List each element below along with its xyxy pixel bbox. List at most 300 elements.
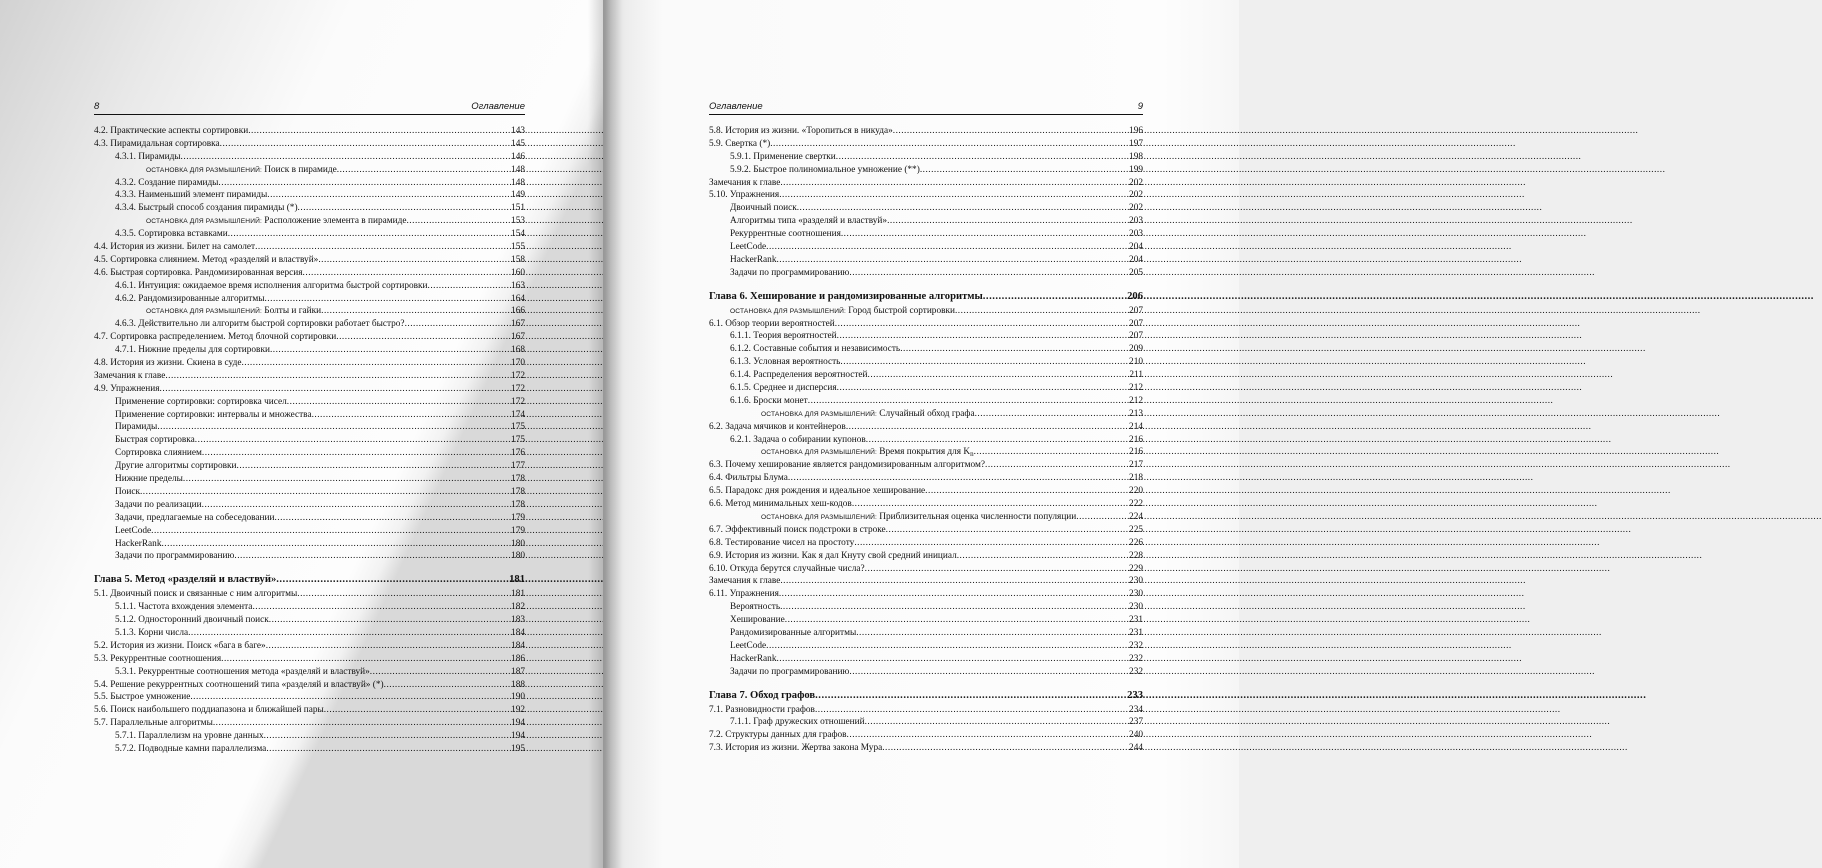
toc-entry-page: 231 (1129, 615, 1143, 626)
toc-entry-title (115, 280, 428, 293)
toc-dot-leader (780, 601, 1128, 614)
toc-entry (709, 704, 1143, 717)
toc-entry-text: Замечания к главе (709, 177, 781, 188)
toc-dot-leader (428, 280, 511, 293)
toc-entry-text: 7.1.1. Граф дружеских отношений (730, 717, 865, 728)
toc-entry (94, 138, 525, 151)
toc-entry (709, 254, 1143, 267)
toc-entry-title (709, 189, 779, 202)
toc-entry-title (709, 472, 788, 485)
toc-entry (709, 177, 1143, 190)
toc-entry-page: 167 (511, 319, 525, 330)
toc-entry-page: 181 (511, 589, 525, 600)
toc-entry-title (709, 742, 882, 755)
toc-entry-title (730, 653, 776, 666)
toc-entry-page: 198 (1129, 151, 1143, 162)
toc-entry-title (115, 318, 405, 331)
toc-entry-text: Другие алгоритмы сортировки (115, 461, 237, 472)
toc-dot-leader (384, 679, 510, 692)
toc-entry-label: ОСТАНОВКА ДЛЯ РАЗМЫШЛЕНИЙ: (146, 308, 262, 316)
toc-entry-page: 230 (1129, 602, 1143, 613)
toc-entry-title (709, 177, 780, 190)
toc-entry (709, 318, 1143, 331)
toc-entry-page: 188 (511, 679, 525, 690)
toc-entry-text: 6.10. Откуда берутся случайные числа? (709, 563, 865, 574)
toc-dot-leader (785, 614, 1128, 627)
toc-entry (94, 627, 525, 640)
toc-dot-leader (886, 524, 1128, 537)
toc-dot-leader (298, 202, 511, 215)
toc-entry-title (761, 511, 1076, 525)
toc-entry (94, 228, 525, 241)
toc-entry-title (730, 601, 780, 614)
toc-entry-title (730, 614, 785, 627)
toc-dot-leader (405, 318, 510, 331)
toc-entry-page: 240 (1129, 730, 1143, 741)
toc-entry-text: LeetCode (730, 640, 767, 651)
toc-entry (709, 537, 1143, 550)
toc-entry (94, 293, 525, 306)
toc-entry (709, 563, 1143, 576)
toc-dot-leader (985, 459, 1128, 472)
toc-dot-leader (836, 151, 1128, 164)
toc-dot-leader (854, 537, 1128, 550)
toc-dot-leader (202, 499, 510, 512)
toc-entry-page: 158 (511, 254, 525, 265)
toc-entry-text: 4.8. История из жизни. Скиена в суде (94, 358, 242, 369)
toc-entry-text: 5.6. Поиск наибольшего поддиапазона и ближайшей пары (94, 705, 324, 716)
toc-entry-title (115, 730, 264, 743)
toc-entry-page: 184 (511, 627, 525, 638)
toc-entry-text: 4.5. Сортировка слиянием. Метод «разделяй и властвуй» (94, 254, 319, 265)
toc-entry-page: 231 (1129, 627, 1143, 638)
toc-entry-page: 187 (511, 666, 525, 677)
toc-dot-leader (835, 318, 1128, 331)
toc-dot-leader (221, 653, 510, 666)
toc-entry-title (94, 267, 303, 280)
toc-entry-page: 202 (1129, 177, 1143, 188)
toc-entry-page: 192 (511, 705, 525, 716)
toc-entry (709, 305, 1143, 318)
toc-entry-text: LeetCode (730, 242, 767, 253)
toc-entry-page: 183 (511, 615, 525, 626)
toc-entry-subscript: n (970, 450, 974, 459)
toc-entry-page: 232 (1129, 653, 1143, 664)
toc-dot-leader (287, 396, 510, 409)
toc-entry-title (115, 434, 195, 447)
toc-entry (709, 267, 1143, 280)
toc-entry-page: 204 (1129, 242, 1143, 253)
toc-entry-title (115, 447, 202, 460)
toc-entry-title (709, 575, 780, 588)
toc-dot-leader (312, 409, 510, 422)
toc-dot-leader (974, 446, 1128, 459)
toc-entry (94, 614, 525, 627)
toc-dot-leader (780, 177, 1128, 190)
toc-entry (709, 382, 1143, 395)
toc-entry-text: 6.3. Почему хеширование является рандомизированным алгоритмом? (709, 460, 985, 471)
toc-entry-page: 194 (511, 731, 525, 742)
toc-dot-leader (255, 241, 510, 254)
toc-entry-title (146, 164, 337, 178)
toc-entry-text: Алгоритмы типа «разделяй и властвуй» (730, 216, 888, 227)
toc-entry-text: Задачи по программированию (730, 666, 850, 677)
toc-entry (94, 434, 525, 447)
toc-dot-leader (370, 666, 510, 679)
toc-entry-page: 181 (509, 574, 525, 586)
toc-entry-text: 4.3.1. Пирамиды (115, 151, 181, 162)
toc-entry (94, 486, 525, 499)
toc-entry-text: 4.3.2. Создание пирамиды (115, 177, 219, 188)
toc-entry-title (730, 382, 837, 395)
toc-dot-leader (234, 550, 510, 563)
toc-dot-leader (276, 573, 508, 586)
toc-entry-page: 179 (511, 525, 525, 536)
page-number-right: 9 (1137, 101, 1143, 112)
toc-entry-title (730, 343, 900, 356)
toc-dot-leader (815, 689, 1126, 702)
toc-entry (94, 447, 525, 460)
toc-dot-leader (788, 472, 1128, 485)
toc-entry (709, 588, 1143, 601)
toc-entry-text: Замечания к главе (709, 576, 781, 587)
toc-entry-title (730, 228, 841, 241)
toc-entry-title (115, 666, 370, 679)
toc-entry (709, 241, 1143, 254)
toc-entry-title (94, 125, 248, 138)
toc-entry-page: 232 (1129, 666, 1143, 677)
toc-entry-title (94, 573, 276, 586)
toc-entry-title (94, 254, 318, 267)
toc-entry-page: 179 (511, 512, 525, 523)
toc-entry-title (709, 729, 847, 742)
toc-entry (709, 640, 1143, 653)
toc-entry-text: 6.1.3. Условная вероятность (730, 357, 841, 368)
toc-entry-text: 6.2.1. Задача о собирании купонов (730, 434, 866, 445)
toc-entry-title (709, 290, 983, 303)
toc-entry-text: Глава 7. Обход графов (709, 689, 816, 701)
toc-entry-title (730, 356, 840, 369)
toc-entry-text: 6.6. Метод минимальных хеш-кодов (709, 499, 852, 510)
toc-entry-page: 166 (511, 306, 525, 317)
running-head-left (94, 101, 525, 115)
toc-entry-page: 230 (1129, 589, 1143, 600)
toc-entry-page: 196 (1129, 126, 1143, 136)
toc-entry-text: 6.8. Тестирование чисел на простоту (709, 537, 855, 548)
toc-entry (709, 151, 1143, 164)
toc-dot-leader (776, 254, 1128, 267)
running-head-title-left: Оглавление (471, 101, 525, 112)
toc-entry-page: 148 (511, 164, 525, 175)
toc-entry (709, 666, 1143, 679)
toc-entry-title (94, 241, 255, 254)
toc-entry (94, 241, 525, 254)
toc-entry-page: 207 (1129, 331, 1143, 342)
toc-entry (709, 729, 1143, 742)
toc-entry-page: 176 (511, 448, 525, 459)
toc-entry-text: Время покрытия для K (879, 447, 971, 458)
toc-dot-leader (766, 241, 1128, 254)
toc-entry-page: 178 (511, 486, 525, 497)
toc-entry-label: ОСТАНОВКА ДЛЯ РАЗМЫШЛЕНИЙ: (146, 166, 262, 174)
toc-entry-text: Приблизительная оценка численности популяции (879, 511, 1077, 522)
toc-entry-text: 6.11. Упражнения (709, 589, 779, 600)
toc-entry-text: 4.4. История из жизни. Билет на самолет (94, 242, 256, 253)
toc-entry-page: 195 (511, 743, 525, 754)
toc-entry-page: 190 (511, 692, 525, 703)
toc-entry-page: 214 (1129, 421, 1143, 432)
toc-dot-leader (866, 434, 1128, 447)
toc-entry-title (115, 177, 218, 190)
toc-entry-page: 177 (511, 461, 525, 472)
toc-entry-title (709, 550, 957, 563)
toc-entry-title (730, 241, 766, 254)
toc-entry-text: Сортировка слиянием (115, 448, 202, 459)
toc-entry (94, 704, 525, 717)
toc-entry-text: 4.3.5. Сортировка вставками (115, 229, 228, 240)
toc-entry-title (730, 627, 856, 640)
toc-entry (94, 202, 525, 215)
toc-entry-page: 160 (511, 267, 525, 278)
toc-entry (94, 164, 525, 177)
toc-entry-page: 232 (1129, 640, 1143, 651)
toc-dot-leader (237, 460, 511, 473)
toc-dot-leader (837, 382, 1128, 395)
toc-entry-page: 199 (1129, 164, 1143, 175)
toc-entry-title (115, 189, 267, 202)
toc-list-left (94, 125, 525, 756)
toc-entry-page: 234 (1129, 704, 1143, 715)
toc-entry-label: ОСТАНОВКА ДЛЯ РАЗМЫШЛЕНИЙ: (761, 410, 877, 418)
toc-entry (94, 151, 525, 164)
toc-entry-text: 4.6. Быстрая сортировка. Рандомизированная версия (94, 267, 303, 278)
page-number-left: 8 (94, 101, 100, 112)
toc-entry-title (730, 640, 766, 653)
toc-dot-leader (321, 305, 510, 318)
toc-entry-text: 6.9. История из жизни. Как я дал Кнуту свой средний инициал (709, 550, 957, 561)
toc-entry-title (115, 293, 264, 306)
toc-entry (709, 356, 1143, 369)
toc-chapter-heading (709, 689, 1143, 702)
toc-entry (709, 138, 1143, 151)
toc-entry (709, 395, 1143, 408)
left-page (0, 0, 603, 868)
toc-entry-title (115, 473, 183, 486)
toc-entry-title (730, 305, 955, 319)
toc-entry-title (115, 525, 151, 538)
toc-dot-leader (264, 293, 510, 306)
toc-entry (94, 421, 525, 434)
toc-entry (94, 331, 525, 344)
toc-entry-page: 229 (1129, 563, 1143, 574)
toc-entry-page: 217 (1129, 460, 1143, 471)
toc-entry-text: 7.2. Структуры данных для графов (709, 730, 847, 741)
toc-entry (709, 164, 1143, 177)
toc-dot-leader (228, 228, 510, 241)
toc-entry-title (115, 460, 237, 473)
toc-entry (709, 189, 1143, 202)
toc-entry-text: Случайный обход графа (879, 408, 975, 419)
toc-dot-leader (252, 601, 510, 614)
toc-entry-text: 6.1.4. Распределения вероятностей (730, 370, 868, 381)
toc-entry-page: 168 (511, 345, 525, 356)
toc-entry-title (94, 370, 165, 383)
right-page (603, 0, 1239, 868)
toc-dot-leader (841, 228, 1128, 241)
toc-entry (709, 408, 1143, 421)
toc-entry (709, 575, 1143, 588)
toc-dot-leader (893, 125, 1128, 138)
toc-entry-text: 4.6.2. Рандомизированные алгоритмы (115, 293, 265, 304)
toc-dot-leader (770, 138, 1128, 151)
toc-entry (94, 730, 525, 743)
toc-entry-title (709, 421, 846, 434)
toc-entry-text: 6.1.6. Броски монет (730, 395, 808, 406)
toc-dot-leader (220, 138, 510, 151)
toc-dot-leader (336, 331, 510, 344)
toc-entry-title (730, 369, 868, 382)
toc-entry-page: 205 (1129, 267, 1143, 278)
toc-dot-leader (776, 653, 1128, 666)
toc-dot-leader (766, 640, 1128, 653)
toc-dot-leader (847, 729, 1129, 742)
toc-entry-page: 197 (1129, 138, 1143, 149)
toc-entry (94, 344, 525, 357)
toc-dot-leader (975, 408, 1128, 421)
toc-entry-text: 5.1.3. Корни числа (115, 627, 189, 638)
toc-entry-text: 5.9.2. Быстрое полиномиальное умножение (**) (730, 164, 920, 175)
toc-entry-text: Глава 6. Хеширование и рандомизированные алгоритмы (709, 290, 983, 302)
toc-entry-title (146, 305, 321, 319)
toc-entry-page: 175 (511, 435, 525, 446)
toc-entry-text: HackerRank (730, 254, 777, 265)
toc-entry (94, 601, 525, 614)
toc-entry (94, 460, 525, 473)
toc-entry (94, 177, 525, 190)
toc-entry-text: HackerRank (115, 538, 162, 549)
toc-dot-leader (267, 189, 510, 202)
toc-dot-leader (213, 717, 510, 730)
toc-entry (709, 511, 1143, 524)
toc-entry-text: 5.4. Решение рекуррентных соотношений типа «разделяй и властвуй» (*) (94, 679, 384, 690)
toc-entry-page: 175 (511, 422, 525, 433)
toc-entry-page: 153 (511, 216, 525, 227)
toc-entry-text: 6.2. Задача мячиков и контейнеров (709, 421, 846, 432)
toc-entry-page: 155 (511, 242, 525, 253)
toc-entry-page: 218 (1129, 473, 1143, 484)
toc-dot-leader (849, 666, 1128, 679)
toc-entry-title (115, 512, 274, 525)
toc-entry-title (730, 254, 776, 267)
toc-entry-text: Пирамиды (115, 422, 158, 433)
toc-entry-text: Задачи по программированию (115, 551, 235, 562)
toc-entry-text: 5.3.1. Рекуррентные соотношения метода «разделяй и властвуй» (115, 666, 370, 677)
toc-dot-leader (849, 267, 1128, 280)
toc-dot-leader (266, 640, 510, 653)
toc-dot-leader (264, 730, 510, 743)
toc-entry (709, 330, 1143, 343)
toc-entry-text: Задачи по реализации (115, 499, 202, 510)
toc-dot-leader (808, 395, 1128, 408)
toc-entry-text: 5.2. История из жизни. Поиск «бага в баге» (94, 640, 266, 651)
toc-entry-page: 211 (1129, 370, 1143, 381)
toc-entry-title (115, 743, 266, 756)
toc-entry-title (115, 202, 298, 215)
toc-entry-page: 206 (1127, 290, 1143, 302)
toc-entry-text: 5.1.2. Односторонний двоичный поиск (115, 615, 269, 626)
toc-entry (709, 601, 1143, 614)
toc-entry (94, 717, 525, 730)
toc-entry-text: 5.9. Свертка (*) (709, 138, 771, 149)
toc-entry (94, 550, 525, 563)
toc-entry-text: 5.7.2. Подводные камни параллелизма (115, 743, 267, 754)
toc-entry-page: 228 (1129, 550, 1143, 561)
toc-entry-text: 4.9. Упражнения (94, 383, 160, 394)
toc-entry-text: 5.8. История из жизни. «Торопиться в никуда» (709, 126, 893, 136)
toc-entry-page: 212 (1129, 383, 1143, 394)
toc-entry-title (709, 704, 815, 717)
toc-entry (709, 550, 1143, 563)
toc-entry-page: 209 (1129, 344, 1143, 355)
toc-entry-page: 172 (511, 383, 525, 394)
toc-entry-text: Город быстрой сортировки (848, 305, 955, 316)
toc-entry-page: 216 (1129, 447, 1143, 458)
toc-entry-title (709, 524, 886, 537)
toc-entry-page: 202 (1129, 190, 1143, 201)
toc-entry-title (115, 228, 228, 241)
toc-entry-title (115, 614, 269, 627)
toc-entry-title (115, 344, 270, 357)
toc-dot-leader (856, 627, 1128, 640)
toc-entry (94, 305, 525, 318)
toc-entry (94, 679, 525, 692)
toc-entry-text: Нижние пределы (115, 474, 183, 485)
toc-entry-page: 203 (1129, 216, 1143, 227)
toc-entry-page: 163 (511, 280, 525, 291)
toc-entry (709, 653, 1143, 666)
toc-entry-text: Задачи по программированию (730, 267, 850, 278)
toc-entry-page: 203 (1129, 229, 1143, 240)
toc-dot-leader (248, 125, 510, 138)
toc-entry-page: 207 (1129, 305, 1143, 316)
toc-entry-text: 7.3. История из жизни. Жертва закона Мура (709, 743, 883, 754)
toc-entry-title (94, 717, 213, 730)
toc-dot-leader (780, 575, 1128, 588)
toc-entry (94, 267, 525, 280)
toc-dot-leader (797, 202, 1128, 215)
toc-entry-page: 148 (511, 177, 525, 188)
toc-dot-leader (318, 254, 510, 267)
toc-dot-leader (324, 704, 510, 717)
toc-entry-title (146, 215, 406, 229)
toc-dot-leader (865, 563, 1128, 576)
toc-entry-text: 4.3.4. Быстрый способ создания пирамиды (*) (115, 203, 298, 214)
toc-entry-page: 202 (1129, 203, 1143, 214)
toc-entry-title (94, 640, 266, 653)
toc-entry (94, 280, 525, 293)
toc-entry (94, 473, 525, 486)
toc-dot-leader (165, 370, 510, 383)
toc-entry-title (94, 691, 190, 704)
toc-entry-page: 143 (511, 126, 525, 136)
toc-entry (94, 383, 525, 396)
toc-entry-text: Быстрая сортировка (115, 435, 195, 446)
toc-dot-leader (837, 330, 1128, 343)
toc-entry-text: 6.5. Парадокс дня рождения и идеальное хеширование (709, 486, 926, 497)
toc-entry (709, 498, 1143, 511)
toc-entry (94, 666, 525, 679)
toc-entry (94, 396, 525, 409)
